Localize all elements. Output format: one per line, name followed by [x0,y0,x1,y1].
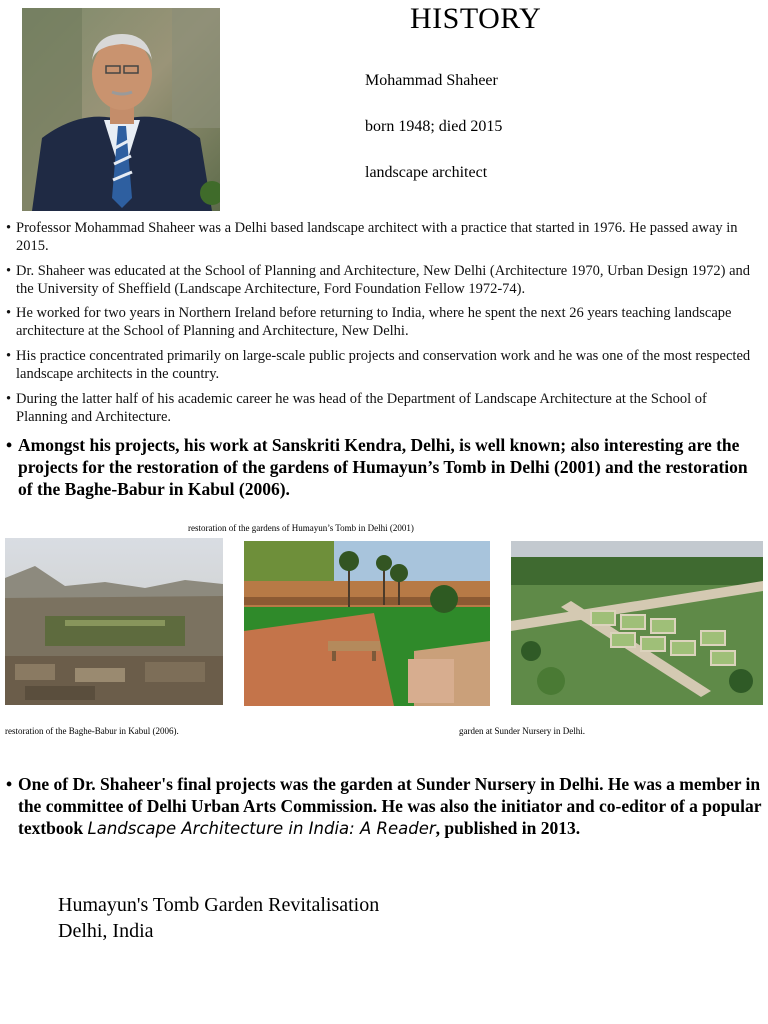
bullet-department-head: • During the latter half of his academic career he was head of the Department of Landscape Architecture at the School of Planning and Architecture. [6,390,762,426]
caption-sunder-nursery: garden at Sunder Nursery in Delhi. [459,726,585,736]
footer-project-location: Delhi, India [58,920,154,942]
final-text-before: One of Dr. Shaheer's final projects was the garden at Sunder Nursery in Delhi. He was a member in the committee of Delhi Urban Arts Commission. He was also the initiator and co-editor of a popular textbook [18,774,762,838]
bullet-career: • He worked for two years in Northern Ireland before returning to India, where he spent the next 26 years teaching landscape architecture at the School of Planning and Architecture, New Delhi. [6,304,762,340]
footer-project [58,892,379,944]
lifespan: born 1948; died 2015 [365,118,503,135]
final-text-after: , published in 2013. [435,818,581,838]
profession: landscape architect [365,164,488,181]
footer-project-title: Humayun's Tomb Garden Revitalisation [58,894,380,916]
bullet-education: • Dr. Shaheer was educated at the School of Planning and Architecture, New Delhi (Architecture 1970, Urban Design 1972) and the University of Sheffield (Landscape Architecture, Ford Foundation Fellow 1972-74). [6,262,762,298]
person-name: Mohammad Shaheer [365,72,498,89]
photo-humayun-tomb-garden [244,541,490,706]
portrait-photo [22,8,220,211]
bullet-final-projects [6,773,762,840]
page-title: HISTORY [410,2,542,35]
photo-sunder-nursery [511,541,763,705]
caption-humayun: restoration of the gardens of Humayun’s Tomb in Delhi (2001) [188,523,414,533]
bullet-practice: • Professor Mohammad Shaheer was a Delhi based landscape architect with a practice that started in 1976. He passed away in 2015. [6,219,762,255]
bullet-projects-focus: • His practice concentrated primarily on large-scale public projects and conservation work and he was one of the most respected landscape architects in the country. [6,347,762,383]
bullet-notable-projects: • Amongst his projects, his work at Sanskriti Kendra, Delhi, is well known; also interesting are the projects for the restoration of the gardens of Humayun’s Tomb in Delhi (2001) and the restoration of the Baghe-Babur in Kabul (2006). [6,434,762,500]
photo-baghe-babur-kabul [5,538,223,705]
book-title: Landscape Architecture in India: A Reader [87,819,436,838]
caption-kabul: restoration of the Baghe-Babur in Kabul (2006). [5,726,179,736]
